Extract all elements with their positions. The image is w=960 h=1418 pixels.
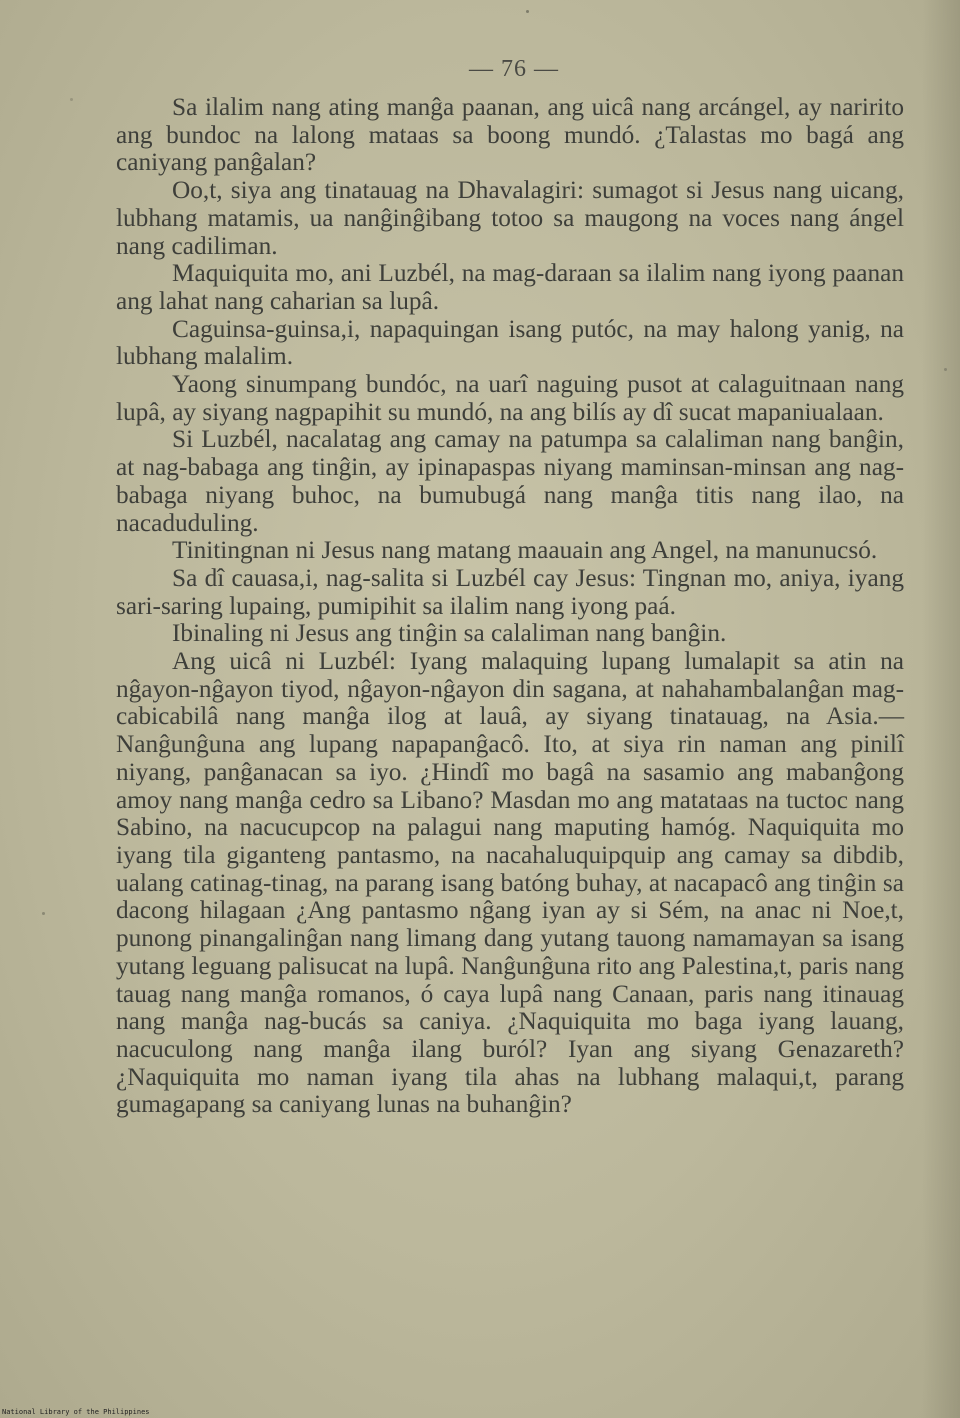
page-number: — 76 — <box>469 56 559 82</box>
page-edge-shadow <box>922 0 960 1418</box>
paragraph: Maquiquita mo, ani Luzbél, na mag-daraan sa ilalim nang iyong paanan ang lahat nang caharian sa lupâ. <box>116 259 904 315</box>
paragraph: Si Luzbél, nacalatag ang camay na patumpa sa calaliman nang banĝin, at nag-babaga ang tinĝin, ay ipinapaspas niyang maminsan-minsan ang nag-babaga niyang buhoc, na bumubugá nang manĝa titis nang ilao, na nacaduduling. <box>116 425 904 537</box>
paragraph: Oo,t, siya ang tinatauag na Dhavalagiri: sumagot si Jesus nang uicang, lubhang matamis, ua nanĝinĝibang totoo sa maugong na voces nang ángel nang cadiliman. <box>116 176 904 260</box>
library-credit: National Library of the Philippines <box>2 1408 150 1416</box>
paragraph: Caguinsa-guinsa,i, napaquingan isang putóc, na may halong yanig, na lubhang malalim. <box>116 314 904 371</box>
ink-speck <box>70 98 73 101</box>
ink-speck <box>42 912 45 915</box>
paragraph: Ibinaling ni Jesus ang tinĝin sa calaliman nang banĝin. <box>172 619 727 648</box>
ink-speck <box>944 368 947 371</box>
paragraph: Tinitingnan ni Jesus nang matang maauain ang Angel, na manunucsó. <box>172 536 878 565</box>
paragraph: Sa ilalim nang ating manĝa paanan, ang uicâ nang arcángel, ay naririto ang bundoc na lalong mataas sa boong mundó. ¿Talastas mo bagá ang caniyang panĝalan? <box>116 93 904 177</box>
paragraph: Ang uicâ ni Luzbél: Iyang malaquing lupang lumalapit sa atin na nĝayon-nĝayon tiyod, nĝayon-nĝayon din sagana, at nahahambalanĝan mag-cabicabilâ nang manĝa ilog at lauâ, ay siyang tinatauag, na Asia.—Nanĝunĝuna ang lupang napapanĝacô. Ito, at siya rin naman ang pinilî niyang, panĝanacan sa iyo. ¿Hindî mo bagâ na sasamio ang mabanĝong amoy nang manĝa cedro sa Libano? Masdan mo ang matataas na tuctoc nang Sabino, na nacucupcop na palagui nang maputing hamóg. Naquiquita mo iyang tila giganteng pantasmo, na nacahaluquipquip ang camay sa dibdib, ualang catinag-tinag, na parang isang batóng buhay, at nacapacô ang tinĝin sa dacong hilagaan ¿Ang pantasmo nĝang iyan ay si Sém, na anac ni Noe,t, punong pinangalinĝan nang limang dang yutang tauong namamayan sa isang yutang leguang palisucat na lupâ. Nanĝunĝuna rito ang Palestina,t, paris nang tauag nang manĝa romanos, ó caya lupâ nang Canaan, paris nang itinauag nang manĝa nag-bucás sa caniya. ¿Naquiquita mo baga iyang lauang, nacuculong nang manĝa ilang buról? Iyan ang siyang Genazareth? ¿Naquiquita mo naman iyang tila ahas na lubhang malaqui,t, parang gumagapang sa caniyang lunas na buhanĝin? <box>116 647 904 1119</box>
ink-speck <box>526 10 529 13</box>
paragraph: Yaong sinumpang bundóc, na uarî naguing pusot at calaguitnaan nang lupâ, ay siyang nagpapihit su mundó, na ang bilís ay dî sucat mapaniualaan. <box>116 370 904 426</box>
body-text <box>116 94 904 1119</box>
paragraph: Sa dî cauasa,i, nag-salita si Luzbél cay Jesus: Tingnan mo, aniya, iyang sari-saring lupaing, pumipihit sa ilalim nang iyong paá. <box>116 563 904 620</box>
